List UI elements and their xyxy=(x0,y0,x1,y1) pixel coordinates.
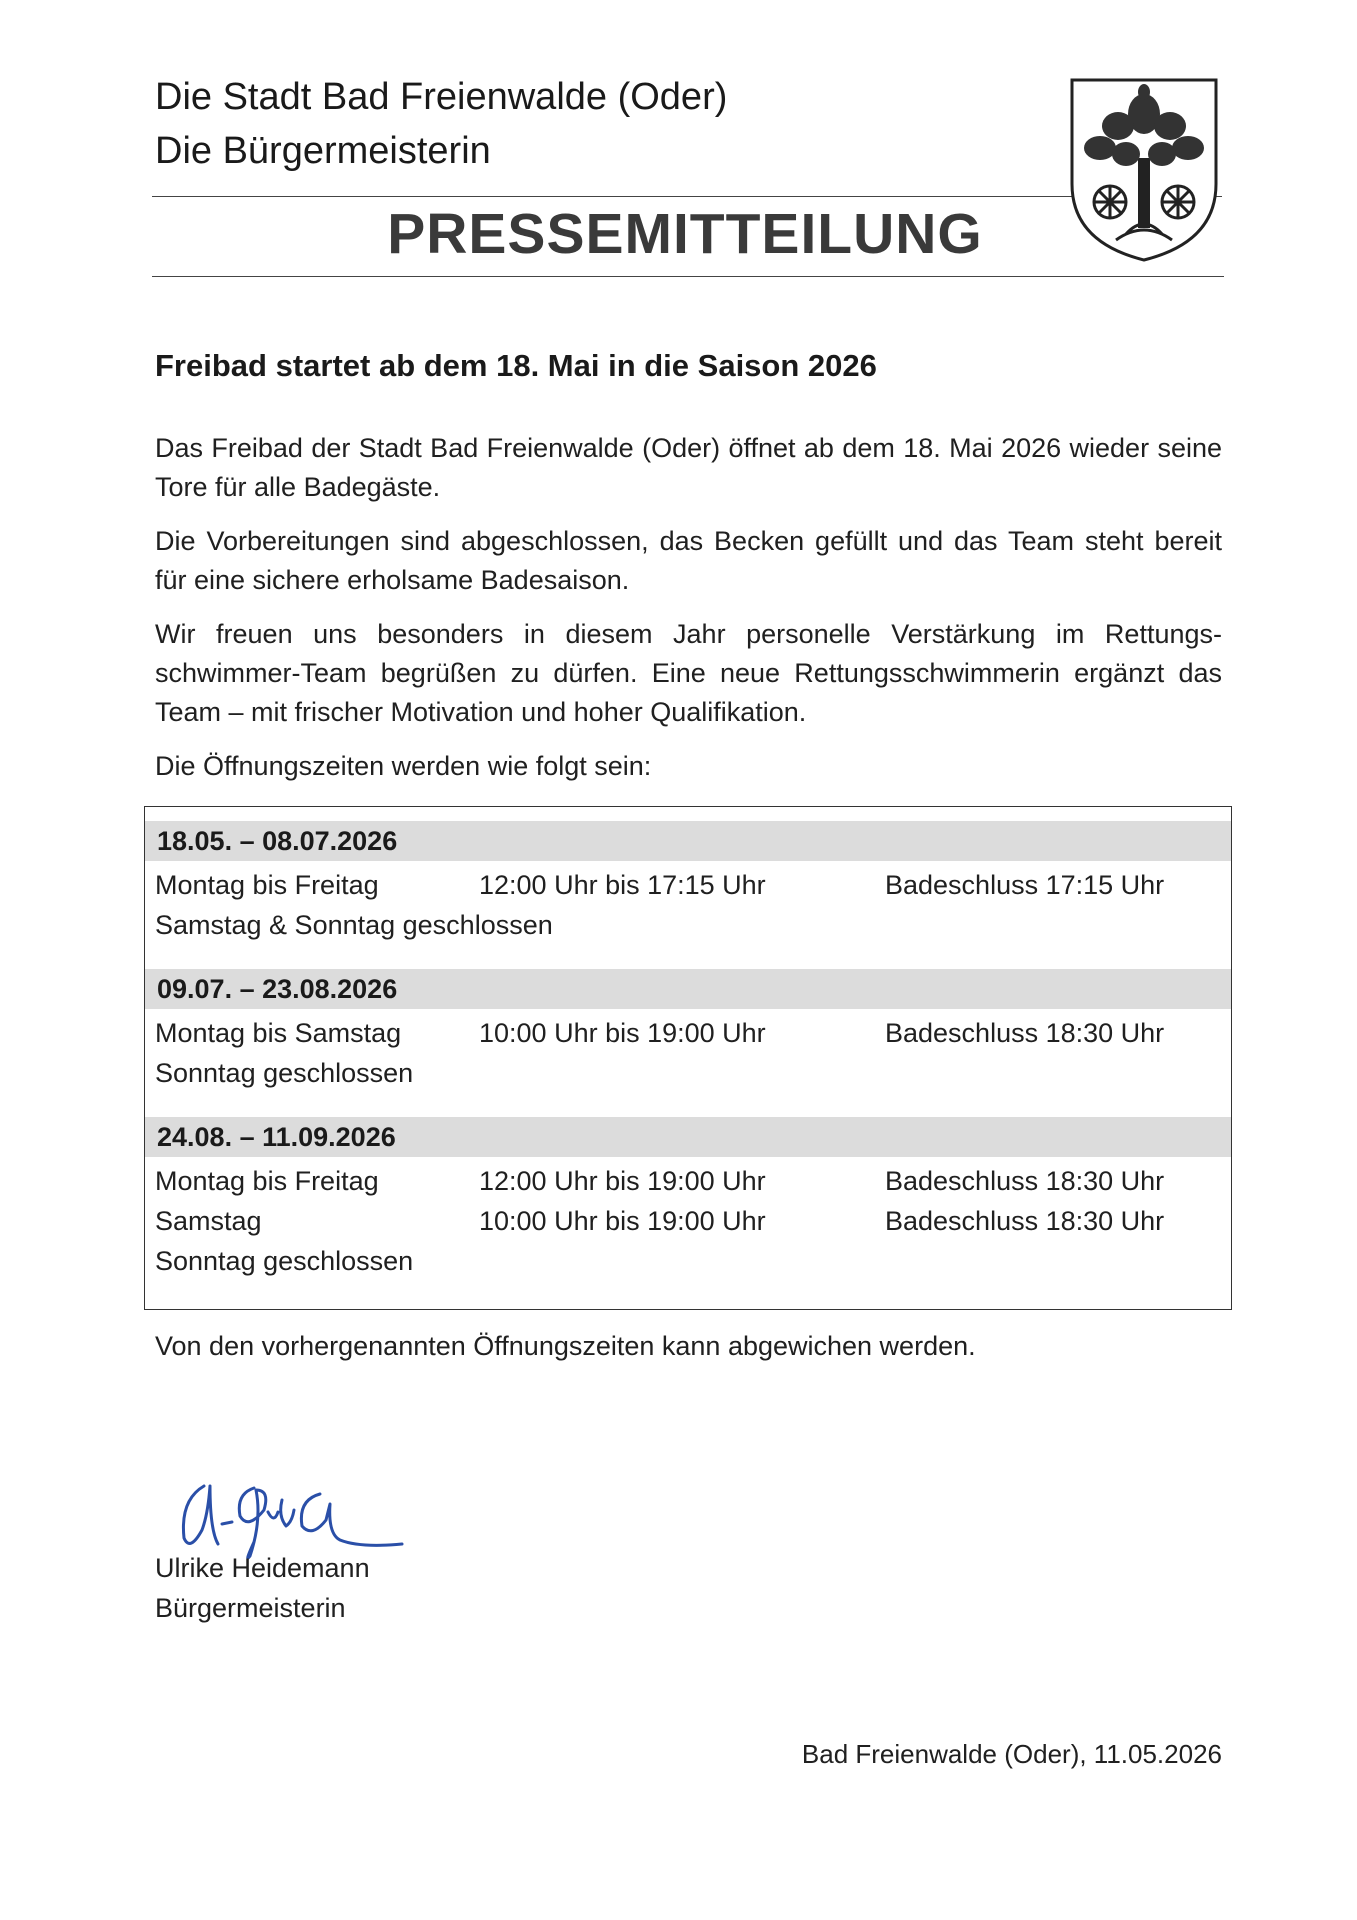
signer-name: Ulrike Heidemann xyxy=(155,1553,370,1583)
period-label: 09.07. – 23.08.2026 xyxy=(157,974,398,1004)
schedule-days: Montag bis Freitag xyxy=(155,870,379,900)
period-label: 24.08. – 11.09.2026 xyxy=(157,1122,396,1152)
opening-hours-box xyxy=(144,806,1232,1310)
schedule-intro: Die Öffnungszeiten werden wie folgt sein: xyxy=(155,751,652,781)
period-label: 18.05. – 08.07.2026 xyxy=(157,826,398,856)
place-and-date: Bad Freienwalde (Oder), 11.05.2026 xyxy=(801,1739,1222,1769)
signer-role: Bürgermeisterin xyxy=(155,1593,346,1623)
schedule-closing: Badeschluss 17:15 Uhr xyxy=(885,870,1165,900)
schedule-row xyxy=(155,865,1231,905)
schedule-hours: 10:00 Uhr bis 19:00 Uhr xyxy=(479,1018,766,1048)
schedule-row xyxy=(155,1013,1231,1053)
schedule-closing: Badeschluss 18:30 Uhr xyxy=(885,1206,1165,1236)
schedule-days: Sonntag geschlossen xyxy=(155,1058,414,1088)
header-rule-bottom xyxy=(152,276,1224,277)
coat-of-arms-icon xyxy=(1066,74,1222,264)
header-rule-top xyxy=(152,196,1222,197)
document-type-title: PRESSEMITTEILUNG xyxy=(387,202,983,266)
headline: Freibad startet ab dem 18. Mai in die Saison 2026 xyxy=(155,348,877,383)
deviation-note: Von den vorhergenannten Öffnungszeiten kann abgewichen werden. xyxy=(155,1331,976,1361)
paragraph: Die Vorbereitungen sind abgeschlossen, das Becken gefüllt und das Team steht bereit für eine sichere erholsame Badesaison. xyxy=(155,526,1222,595)
schedule-closing: Badeschluss 18:30 Uhr xyxy=(885,1018,1165,1048)
schedule-row xyxy=(155,1161,1231,1201)
issuer-office: Die Bürgermeisterin xyxy=(155,130,491,172)
schedule-row xyxy=(155,1241,1231,1281)
schedule-days: Sonntag geschlossen xyxy=(155,1246,414,1276)
schedule-hours: 12:00 Uhr bis 17:15 Uhr xyxy=(479,870,766,900)
period-header xyxy=(145,969,1231,1009)
period-header xyxy=(145,821,1231,861)
schedule-hours: 12:00 Uhr bis 19:00 Uhr xyxy=(479,1166,766,1196)
schedule-days: Montag bis Samstag xyxy=(155,1018,402,1048)
issuer-city: Die Stadt Bad Freienwalde (Oder) xyxy=(155,76,728,118)
schedule-days: Samstag & Sonntag geschlossen xyxy=(155,910,553,940)
schedule-closing: Badeschluss 18:30 Uhr xyxy=(885,1166,1165,1196)
schedule-row xyxy=(155,1201,1231,1241)
schedule-days: Montag bis Freitag xyxy=(155,1166,379,1196)
schedule-days: Samstag xyxy=(155,1206,262,1236)
paragraph: Das Freibad der Stadt Bad Freienwalde (Oder) öffnet ab dem 18. Mai 2026 wieder seine Tore für alle Badegäste. xyxy=(155,433,1222,502)
period-header xyxy=(145,1117,1231,1157)
schedule-row xyxy=(155,905,1231,945)
schedule-hours: 10:00 Uhr bis 19:00 Uhr xyxy=(479,1206,766,1236)
schedule-row xyxy=(155,1053,1231,1093)
paragraph: Wir freuen uns besonders in diesem Jahr personelle Verstärkung im Rettungs-schwimmer-Team begrüßen zu dürfen. Eine neue Rettungsschwimmerin ergänzt das Team – mit frischer Motivation und hoher Qualifikation. xyxy=(155,619,1222,727)
